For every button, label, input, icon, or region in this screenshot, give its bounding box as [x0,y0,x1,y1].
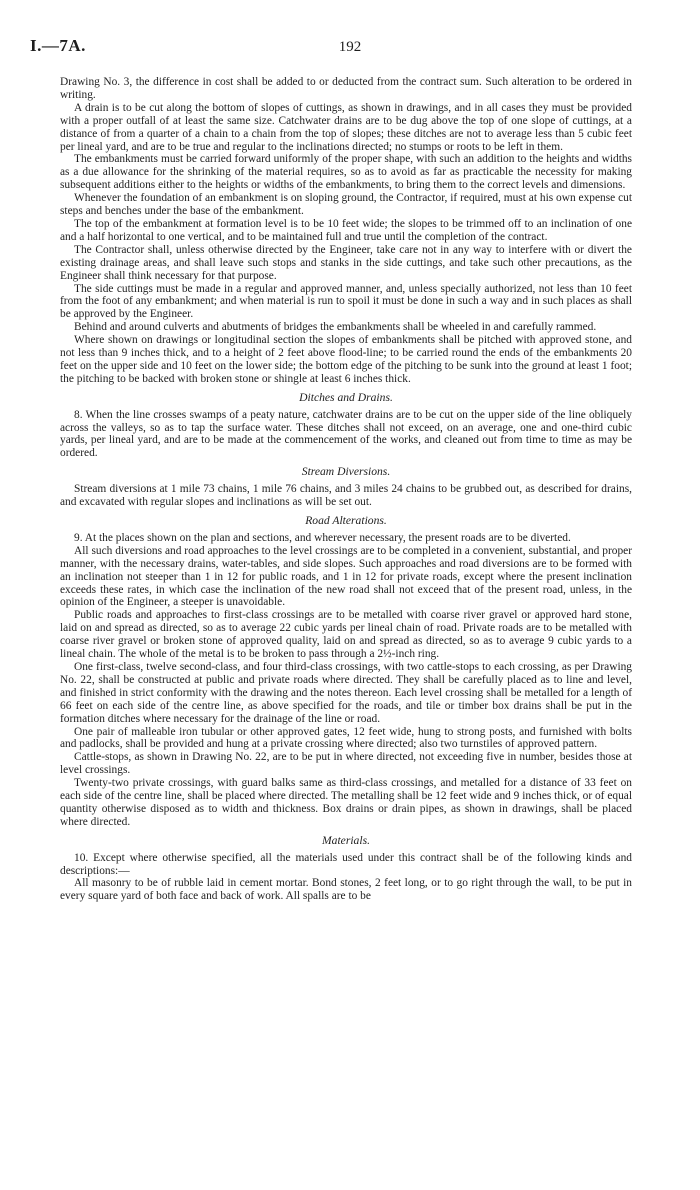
page-header [30,36,670,62]
paragraph: The embankments must be carried forward uniformly of the proper shape, with such an addition to the heights and widths as a due allowance for the shrinking of the material requires, so as to avoid as far as practicable the necessity for making subsequent additions either to the heights or widths of the embankments, to bring them to the correct levels and dimensions. [60,153,632,192]
paragraph: 10. Except where otherwise specified, all the materials used under this contract shall be of the following kinds and descriptions:— [60,851,632,877]
document-reference: I.—7A. [30,36,86,55]
paragraph: Public roads and approaches to first-class crossings are to be metalled with coarse river gravel or approved hard stone, laid on and spread as directed, so as to average 22 cubic yards per lineal chain of road. Private roads are to be metalled with coarse river gravel or broken stone of approved quality, laid on and spread as directed, so as to average 9 cubic yards to a lineal chain. The whole of the metal is to be broken to pass through a 2½-inch ring. [60,609,632,661]
section-heading-materials: Materials. [322,833,370,847]
paragraph: The top of the embankment at formation level is to be 10 feet wide; the slopes to be trimmed off to an inclination of one and a half horizontal to one vertical, and to be maintained full and true until the completion of the contract. [60,217,632,243]
paragraph: Twenty-two private crossings, with guard balks same as third-class crossings, and metalled for a distance of 33 feet on each side of the centre line, shall be placed where directed. The metalling shall be 12 feet wide and 9 inches thick, or of equal quantity otherwise disposed as to width and thickness. Box drains or drain pipes, as shown in drawings, shall be placed where directed. [60,777,632,828]
section-heading-road: Road Alterations. [305,514,387,527]
paragraph: Where shown on drawings or longitudinal section the slopes of embankments shall be pitched with approved stone, and not less than 9 inches thick, and to a height of 2 feet above flood-line; to be carried round the ends of the embankments 20 feet on the upper side and 10 feet on the lower side; the bottom edge of the pitching to be sunk into the ground at least 1 foot; the pitching to be backed with broken stone or shingle at least 6 inches thick. [60,334,632,385]
paragraph: A drain is to be cut along the bottom of slopes of cuttings, as shown in drawings, and in all cases they must be provided with a proper outfall of at least the same size. Catchwater drains are to be dug above the top of one slope of cuttings, at a distance of from a quarter of a chain to a chain from the top of slopes; these ditches are not to average less than 5 cubic feet per lineal yard, and are to be true and regular to the inclinations directed; no stumps or roots to be left in them. [60,101,632,153]
section-heading-ditches: Ditches and Drains. [299,390,393,404]
paragraph: All masonry to be of rubble laid in cement mortar. Bond stones, 2 feet long, or to go right through the wall, to be put in every square yard of both face and back of work. All spalls are to be [60,877,632,903]
paragraph: 8. When the line crosses swamps of a peaty nature, catchwater drains are to be cut on the upper side of the line obliquely across the valleys, so as to tap the surface water. These ditches shall not exceed, on an average, one and one-third cubic yards, per lineal yard, and are to be made at the commencement of the works, and cleaned out from time to time as may be ordered. [60,408,632,460]
paragraph: All such diversions and road approaches to the level crossings are to be completed in a convenient, substantial, and proper manner, with the necessary drains, water-tables, and side slopes. Such approaches and road diversions are to be formed with an inclination not steeper than 1 in 12 for public roads, and 1 in 12 for private roads, except where the present inclination exceeds these rates, in which case the inclination of the new road shall not exceed that of the present road, unless, in the opinion of the Engineer, a steeper is unavoidable. [60,544,632,609]
paragraph: The Contractor shall, unless otherwise directed by the Engineer, take care not in any way to interfere with or divert the existing drainage areas, and shall leave such stops and stanks in the side cuttings, and take such other precautions, as the Engineer shall think necessary for that purpose. [60,243,632,282]
paragraph: Stream diversions at 1 mile 73 chains, 1 mile 76 chains, and 3 miles 24 chains to be grubbed out, as described for drains, and excavated with regular slopes and inclinations as will be set out. [60,483,632,509]
page-number: 192 [338,39,362,55]
paragraph: One pair of malleable iron tubular or other approved gates, 12 feet wide, hung to strong posts, and furnished with bolts and padlocks, shall be provided and hung at a private crossing where directed; also two turnstiles of approved pattern. [60,725,632,751]
paragraph: Drawing No. 3, the difference in cost shall be added to or deducted from the contract sum. Such alteration to be ordered in writing. [60,76,632,101]
paragraph: Behind and around culverts and abutments of bridges the embankments shall be wheeled in and carefully rammed. [74,321,597,334]
paragraph: Whenever the foundation of an embankment is on sloping ground, the Contractor, if required, must at his own expense cut steps and benches under the base of the embankment. [60,192,632,218]
section-heading-stream: Stream Diversions. [301,465,391,479]
paragraph: 9. At the places shown on the plan and sections, and wherever necessary, the present roads are to be diverted. [74,531,571,544]
paragraph: One first-class, twelve second-class, and four third-class crossings, with two cattle-stops to each crossing, as per Drawing No. 22, shall be constructed at public and private roads where directed. They shall be carefully placed as to line and level, and finished in strict conformity with the drawing and the notes thereon. Each level crossing shall be metalled for a length of 66 feet on each side of the centre line, as above specified for the roads, and tile or timber box drains shall be put in the formation ditches where necessary for the drainage of the line or road. [60,660,632,725]
paragraph: Cattle-stops, as shown in Drawing No. 22, are to be put in where directed, not exceeding five in number, besides those at level crossings. [60,751,632,777]
paragraph: The side cuttings must be made in a regular and approved manner, and, unless specially authorized, not less than 10 feet from the foot of any embankment; and when material is run to spoil it must be done in such a way and in such places as shall be approved by the Engineer. [60,282,632,321]
document-body [60,76,632,903]
